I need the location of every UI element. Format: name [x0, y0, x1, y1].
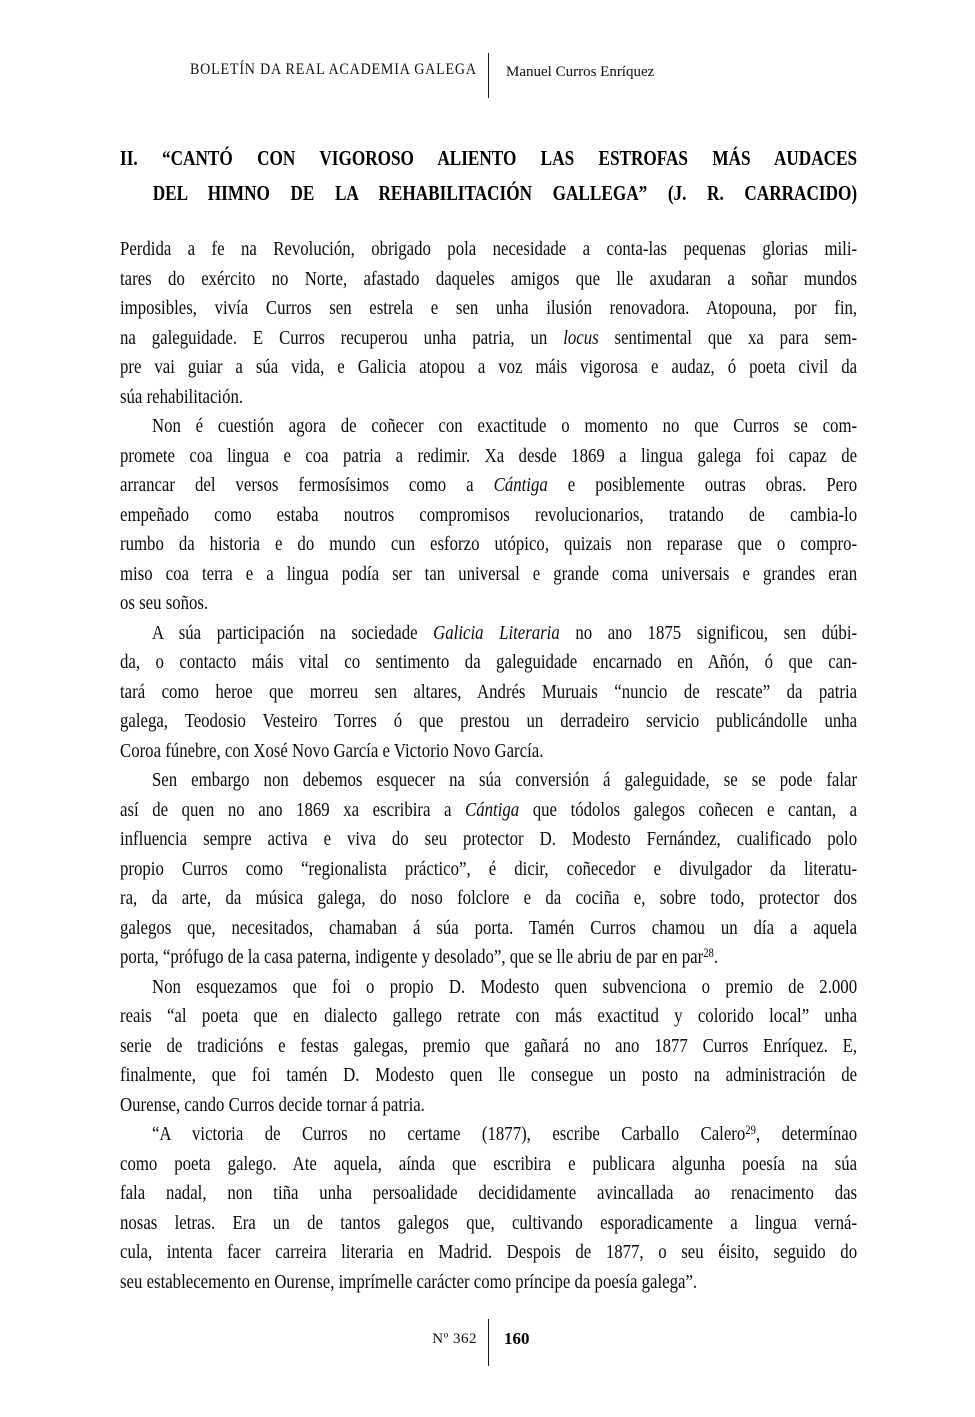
text-segment: empeñado como estaba noutros compromisos revolucionarios, tratando de cambia-lo [120, 503, 858, 526]
text-line [120, 1120, 857, 1150]
text-segment: influencia sempre activa e viva do seu protector D. Modesto Fernández, cualificado polo [120, 828, 858, 850]
text-line [120, 943, 857, 973]
italic-text: Cántiga [465, 798, 520, 821]
text-line [120, 707, 857, 737]
text-segment: galegos que, necesitados, chamaban á súa porta. Tamén Curros chamou un día a aquela [120, 916, 858, 939]
text-segment: propio Curros como “regionalista práctico”, é dicir, coñecedor e divulgador da literatu- [120, 857, 858, 880]
text-segment: promete coa lingua e coa patria a redimir. Xa desde 1869 a lingua galega foi capaz de [120, 444, 858, 467]
header-divider [488, 53, 489, 98]
text-segment: seu establecemento en Ourense, imprímelle carácter como príncipe da poesía galega”. [120, 1270, 698, 1293]
text-segment: Coroa fúnebre, con Xosé Novo García e Victorio Novo García. [120, 739, 544, 762]
text-segment: “A victoria de Curros no certame (1877), escribe Carballo Calero [151, 1123, 746, 1145]
text-line [120, 619, 857, 649]
text-line [120, 796, 857, 826]
text-segment: arrancar del versos fermosísimos como a [120, 474, 494, 496]
text-line [120, 973, 857, 1003]
text-segment: finalmente, que foi tamén D. Modesto quen lle consegue un posto na administración de [120, 1064, 858, 1086]
text-segment: pre vai guiar a súa vida, e Galicia atopou a voz máis vigorosa e audaz, ó poeta civil da [120, 356, 858, 378]
footnote-reference: 28 [703, 945, 714, 960]
text-line [120, 1179, 857, 1209]
italic-text: locus [563, 326, 599, 349]
text-line [120, 1150, 857, 1180]
text-line [120, 648, 857, 678]
text-line [120, 1091, 857, 1121]
text-segment: A súa participación na sociedade [151, 621, 434, 644]
text-line [120, 1238, 857, 1268]
text-segment: súa rehabilitación. [120, 385, 244, 408]
text-segment: Ourense, cando Curros decide tornar á patria. [120, 1093, 425, 1116]
article-title-line-2: DEL HIMNO DE LA REHABILITACIÓN GALLEGA” (J. R. CARRACIDO) [152, 181, 858, 205]
text-segment: así de quen no ano 1869 xa escribira a [120, 798, 466, 821]
italic-text: Cántiga [493, 474, 548, 496]
text-segment: como poeta galego. Ate aquela, aínda que escribira e publicara algunha poesía na súa [120, 1152, 858, 1175]
footnote-reference: 29 [745, 1122, 756, 1137]
text-line [120, 353, 857, 383]
text-segment: Sen embargo non debemos esquecer na súa conversión á galeguidade, se se pode falar [151, 769, 858, 791]
text-line [120, 737, 857, 767]
text-line [120, 265, 857, 295]
text-segment: e posiblemente outras obras. Pero [547, 474, 858, 496]
text-segment: Perdida a fe na Revolución, obrigado pola necesidade a conta-las pequenas glorias mili- [120, 238, 858, 260]
text-line [120, 324, 857, 354]
text-segment: que tódolos galegos coñecen e cantan, a [519, 798, 858, 821]
text-line [120, 442, 857, 472]
text-segment: na galeguidade. E Curros recuperou unha patria, un [120, 326, 564, 349]
text-segment: imposibles, vivía Curros sen estrela e sen unha ilusión renovadora. Atopouna, por fin, [120, 297, 858, 319]
text-line [120, 1061, 857, 1091]
text-line [120, 1032, 857, 1062]
text-segment: miso coa terra e a lingua podía ser tan universal e grande coma universais e grandes eran [120, 562, 858, 585]
text-column [120, 141, 857, 1297]
text-segment: os seu soños. [120, 592, 209, 614]
paragraph [120, 766, 857, 973]
paragraph [120, 1120, 857, 1297]
text-line [120, 383, 857, 413]
text-segment: . [713, 946, 719, 968]
text-line [120, 766, 857, 796]
paragraph [120, 619, 857, 767]
text-segment: , determínao [755, 1123, 858, 1145]
text-line [120, 294, 857, 324]
paragraph [120, 412, 857, 619]
text-segment: da, o contacto máis vital co sentimento da galeguidade encarnado en Añón, ó que can- [120, 651, 858, 673]
text-segment: ra, da arte, da música galega, do noso folclore e da cociña e, sobre todo, protector dos [120, 887, 858, 909]
text-line [120, 825, 857, 855]
text-line [120, 884, 857, 914]
text-segment: Non esquezamos que foi o propio D. Modesto quen subvenciona o premio de 2.000 [151, 975, 858, 998]
page-number: 160 [504, 1329, 530, 1348]
article-title-line-1: II. “CANTÓ CON VIGOROSO ALIENTO LAS ESTROFAS MÁS AUDACES [120, 146, 858, 170]
journal-title: BOLETÍN DA REAL ACADEMIA GALEGA [190, 61, 477, 78]
text-segment: cula, intenta facer carreira literaria en Madrid. Despois de 1877, o seu éisito, seguido do [120, 1241, 858, 1263]
text-line [120, 914, 857, 944]
text-segment: no ano 1875 significou, sen dúbi- [559, 621, 858, 644]
text-segment: galega, Teodosio Vesteiro Torres ó que prestou un derradeiro servicio publicándolle unha [120, 710, 858, 732]
article-author: Manuel Curros Enríquez [506, 64, 655, 80]
paragraph [120, 235, 857, 412]
text-segment: Non é cuestión agora de coñecer con exactitude o momento no que Curros se com- [151, 415, 858, 437]
text-line [120, 1002, 857, 1032]
text-segment: tará como heroe que morreu sen altares, Andrés Muruais “nuncio de rescate” da patria [120, 680, 858, 703]
paragraph [120, 973, 857, 1121]
italic-text: Galicia Literaria [433, 621, 560, 644]
text-segment: fala nadal, non tiña unha persoalidade decididamente avincallada ao renacimento das [120, 1182, 858, 1204]
text-segment: serie de tradicións e festas galegas, premio que gañará no ano 1877 Curros Enríquez. E, [120, 1034, 858, 1057]
text-line [120, 1268, 857, 1298]
text-line [120, 678, 857, 708]
text-segment: sentimental que xa para sem- [598, 326, 858, 349]
text-line [120, 560, 857, 590]
text-line [120, 589, 857, 619]
text-segment: reais “al poeta que en dialecto gallego retrate con más exactitud y colorido local” unha [120, 1005, 858, 1027]
article-body [120, 235, 857, 1297]
text-line [120, 501, 857, 531]
text-segment: tares do exército no Norte, afastado daqueles amigos que lle axudaran a soñar mundos [120, 267, 858, 290]
article-title [120, 141, 857, 211]
text-segment: rumbo da historia e do mundo cun esforzo utópico, quizais non reparase que o compro- [120, 533, 858, 555]
text-line [120, 530, 857, 560]
text-line [120, 235, 857, 265]
footer-divider [488, 1319, 489, 1366]
text-segment: porta, “prófugo de la casa paterna, indigente y desolado”, que se lle abriu de par en par [120, 946, 704, 968]
issue-number: Nº 362 [432, 1331, 477, 1347]
text-line [120, 412, 857, 442]
text-line [120, 1209, 857, 1239]
text-segment: nosas letras. Era un de tantos galegos que, cultivando esporadicamente a lingua verná- [120, 1211, 858, 1234]
text-line [120, 855, 857, 885]
text-line [120, 471, 857, 501]
